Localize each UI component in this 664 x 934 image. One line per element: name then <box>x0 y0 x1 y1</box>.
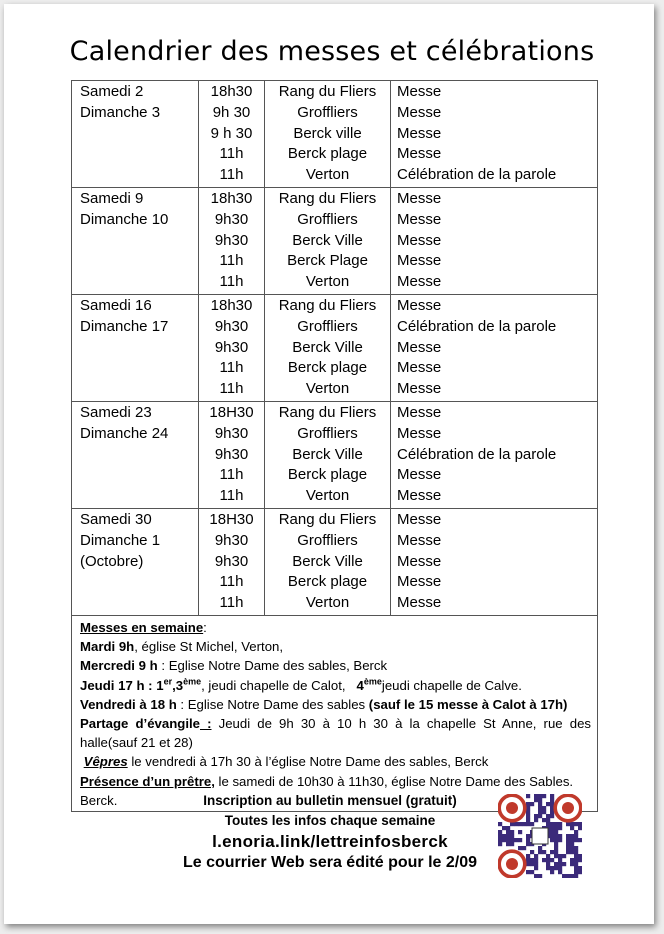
mass-time: 9h30 <box>214 317 249 335</box>
celebration-type: Messe <box>397 231 442 249</box>
celebration-type: Messe <box>397 83 442 100</box>
day-label-cell <box>72 187 199 294</box>
gospel-sharing-line: Partage d’évangile : Jeudi de 9h 30 à 10 h 30 à la chapelle St Anne, rue des halle(sauf 21 et 28) <box>80 715 591 751</box>
mass-time: 9h30 <box>214 424 249 442</box>
day-label <box>80 231 198 252</box>
mass-time: 9h 30 <box>212 103 251 121</box>
mass-time: 9 h 30 <box>210 124 253 142</box>
week-row <box>72 401 598 508</box>
mass-location: Groffliers <box>297 424 358 442</box>
mass-time-cell <box>199 401 265 508</box>
day-label <box>80 358 198 379</box>
newsletter-link[interactable]: l.enoria.link/lettreinfosberck <box>212 832 448 851</box>
day-label: Samedi 16 <box>80 296 152 314</box>
mass-time-cell <box>199 508 265 615</box>
mass-time: 11h <box>219 380 244 398</box>
celebration-type: Messe <box>397 594 442 612</box>
mass-location: Berck Ville <box>292 552 363 570</box>
mass-location-cell <box>265 81 391 188</box>
mass-time-cell <box>199 81 265 188</box>
week-row <box>72 187 598 294</box>
mass-time: 9h30 <box>214 338 249 356</box>
vespers-line: Vêpres le vendredi à 17h 30 à l’église Notre Dame des sables, Berck <box>83 754 489 770</box>
mass-time: 9h30 <box>214 445 249 463</box>
day-label: Samedi 9 <box>80 189 144 207</box>
mass-time: 11h <box>219 273 244 291</box>
celebration-type: Messe <box>397 273 442 291</box>
day-label: Samedi 2 <box>80 83 144 100</box>
mass-time: 9h30 <box>214 552 249 570</box>
mass-location: Rang du Fliers <box>278 189 377 207</box>
celebration-type-cell <box>391 508 598 615</box>
mass-time: 11h <box>219 487 244 505</box>
celebration-type: Messe <box>397 252 442 270</box>
celebration-type: Messe <box>397 573 442 591</box>
celebration-type: Messe <box>397 466 442 484</box>
celebration-type: Célébration de la parole <box>397 317 557 335</box>
celebration-type: Messe <box>397 124 442 142</box>
mass-location-cell <box>265 508 391 615</box>
weekly-info-text: Toutes les infos chaque semaine <box>224 813 436 828</box>
mass-location-cell <box>265 294 391 401</box>
mass-time-cell <box>199 294 265 401</box>
mass-location: Groffliers <box>297 103 358 121</box>
day-label <box>80 251 198 272</box>
day-label <box>80 338 198 359</box>
celebration-type: Messe <box>397 424 442 442</box>
mass-location: Berck ville <box>293 124 362 142</box>
thursday-line: Jeudi 17 h : 1er,3ème, jeudi chapelle de Calot, 4èmejeudi chapelle de Calve. <box>80 676 522 693</box>
newsletter-signup-text: Inscription au bulletin mensuel (gratuit) <box>203 793 457 808</box>
priest-presence-line: Présence d’un prêtre, le samedi de 10h30 à 11h30, église Notre Dame des Sables. Berck. <box>80 773 574 808</box>
celebration-type: Messe <box>397 380 442 398</box>
mass-time: 11h <box>219 166 244 184</box>
day-label <box>80 272 198 293</box>
mass-location: Berck plage <box>287 466 368 484</box>
celebration-type: Messe <box>397 103 442 121</box>
mass-time: 18H30 <box>209 510 254 528</box>
celebration-type: Messe <box>397 531 442 549</box>
day-label-cell <box>72 294 199 401</box>
mass-location: Rang du Fliers <box>278 510 377 528</box>
schedule-table <box>71 80 598 812</box>
mass-time: 9h30 <box>214 531 249 549</box>
celebration-type: Célébration de la parole <box>397 166 557 184</box>
mass-location: Verton <box>305 380 350 398</box>
day-label: (Octobre) <box>80 552 144 570</box>
celebration-type: Messe <box>397 359 442 377</box>
day-label: Dimanche 24 <box>80 424 169 442</box>
day-label: Dimanche 3 <box>80 103 161 121</box>
day-label <box>80 165 198 186</box>
mass-location-cell <box>265 401 391 508</box>
day-label <box>80 593 198 614</box>
mass-time: 11h <box>219 594 244 612</box>
celebration-type: Messe <box>397 145 442 163</box>
mass-location: Berck plage <box>287 359 368 377</box>
mass-location: Verton <box>305 166 350 184</box>
celebration-type: Messe <box>397 552 442 570</box>
mass-time: 18h30 <box>210 189 253 207</box>
mass-time-cell <box>199 187 265 294</box>
day-label: Samedi 30 <box>80 510 152 528</box>
mass-time: 11h <box>219 252 244 270</box>
web-mail-note: Le courrier Web sera édité pour le 2/09 <box>182 854 478 871</box>
celebration-type: Messe <box>397 338 442 356</box>
day-label: Dimanche 1 <box>80 531 161 549</box>
mass-location: Rang du Fliers <box>278 83 377 100</box>
celebration-type: Messe <box>397 210 442 228</box>
week-row <box>72 81 598 188</box>
mass-time: 11h <box>219 145 244 163</box>
week-row <box>72 508 598 615</box>
mass-location: Berck plage <box>287 573 368 591</box>
celebration-type-cell <box>391 401 598 508</box>
celebration-type-cell <box>391 294 598 401</box>
mass-location: Berck Ville <box>292 338 363 356</box>
day-label-cell <box>72 401 199 508</box>
week-row <box>72 294 598 401</box>
mass-location: Groffliers <box>297 531 358 549</box>
mass-location-cell <box>265 187 391 294</box>
day-label: Samedi 23 <box>80 403 152 421</box>
mass-time: 9h30 <box>214 231 249 249</box>
celebration-type: Messe <box>397 510 442 528</box>
mass-location: Rang du Fliers <box>278 296 377 314</box>
mass-time: 11h <box>219 573 244 591</box>
day-label: Dimanche 10 <box>80 210 169 228</box>
mass-location: Berck Ville <box>292 231 363 249</box>
mass-time: 18h30 <box>210 296 253 314</box>
mass-location: Rang du Fliers <box>278 403 377 421</box>
day-label-cell <box>72 81 199 188</box>
mass-location: Verton <box>305 594 350 612</box>
day-label <box>80 124 198 145</box>
wednesday-line: Mercredi 9 h : Eglise Notre Dame des sables, Berck <box>80 658 388 674</box>
mass-location: Verton <box>305 273 350 291</box>
day-label <box>80 465 198 486</box>
day-label <box>80 486 198 507</box>
weekday-heading: Messes en semaine <box>80 619 204 635</box>
mass-location: Groffliers <box>297 317 358 335</box>
day-label-cell <box>72 508 199 615</box>
mass-time: 9h30 <box>214 210 249 228</box>
day-label <box>80 144 198 165</box>
day-label: Dimanche 17 <box>80 317 169 335</box>
mass-location: Berck Plage <box>287 252 368 270</box>
celebration-type: Messe <box>397 487 442 505</box>
mass-time: 11h <box>219 359 244 377</box>
mass-location: Berck Ville <box>292 445 363 463</box>
day-label <box>80 379 198 400</box>
mass-time: 18H30 <box>209 403 254 421</box>
celebration-type-cell <box>391 81 598 188</box>
mass-location: Verton <box>305 487 350 505</box>
celebration-type: Célébration de la parole <box>397 445 557 463</box>
day-label <box>80 445 198 466</box>
tuesday-line: Mardi 9h, église St Michel, Verton, <box>80 639 284 655</box>
weekday-masses-section: Messes en semaine: Mardi 9h, église St Michel, Verton, Mercredi 9 h : Eglise Notre Dame des sables, Berck Jeudi 17 h : 1er,3ème, jeudi chapelle de Calot, 4èmejeudi chapelle de Calve. Vendredi à 18 h : Eglise Notre Dame des sables (sauf le 15 messe à Calot à 17h) Partage d’évangile : Jeudi de 9h 30 à 10 h 30 à la chapelle St Anne, rue des halle(sauf 21 et 28) Vêpres le vendredi à 17h 30 à l’église Notre Dame des sables, Berck Présence d’un prêtre, le samedi de 10h30 à 11h30, église Notre Dame des Sables. Berck. <box>72 615 598 811</box>
friday-line: Vendredi à 18 h : Eglise Notre Dame des sables (sauf le 15 messe à Calot à 17h) <box>80 696 568 712</box>
celebration-type: Messe <box>397 189 442 207</box>
qr-code-icon[interactable] <box>498 794 582 878</box>
mass-location: Groffliers <box>297 210 358 228</box>
page-title: Calendrier des messes et célébrations <box>69 36 595 67</box>
day-label <box>80 572 198 593</box>
mass-time: 11h <box>219 466 244 484</box>
mass-time: 18h30 <box>210 83 253 100</box>
mass-location: Berck plage <box>287 145 368 163</box>
celebration-type: Messe <box>397 296 442 314</box>
celebration-type: Messe <box>397 403 442 421</box>
celebration-type-cell <box>391 187 598 294</box>
